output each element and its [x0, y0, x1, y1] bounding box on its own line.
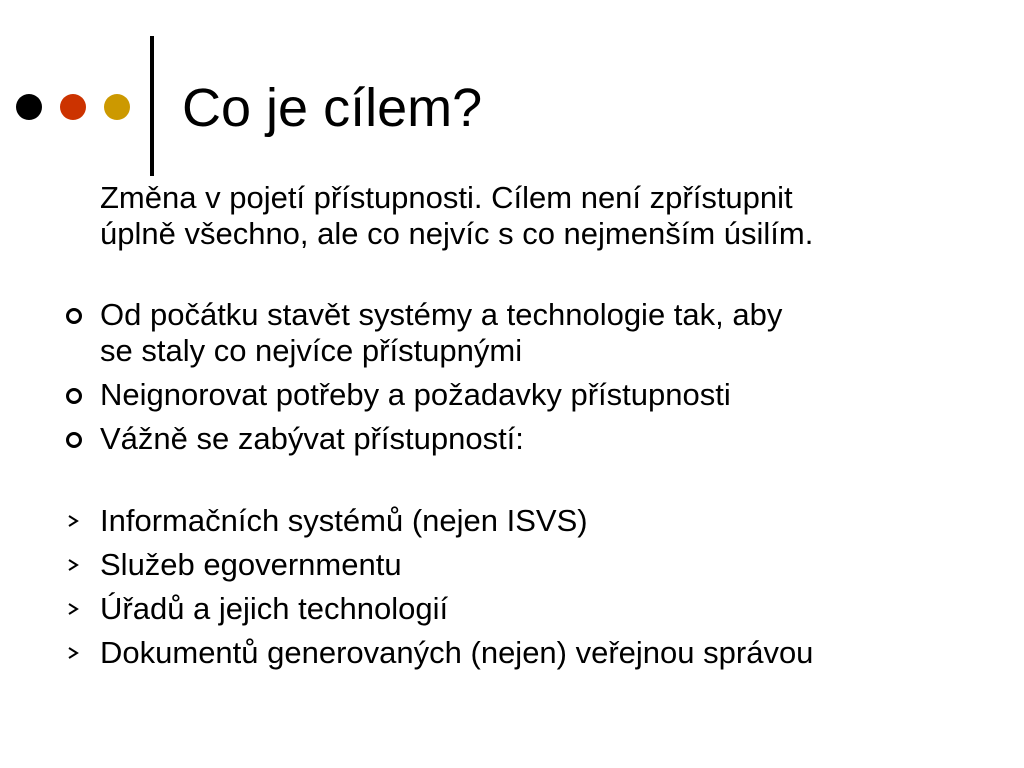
ring-bullet-icon: [66, 388, 82, 404]
arrow-bullet-icon: [66, 558, 80, 572]
bullet-line: se staly co nejvíce přístupnými: [100, 333, 523, 368]
ring-bullet-icon: [66, 308, 82, 324]
arrow-bullet-icon: [66, 646, 80, 660]
sub-bullet-item: Dokumentů generovaných (nejen) veřejnou správou: [100, 635, 814, 670]
red-dot-icon: [60, 94, 86, 120]
title-divider: [150, 36, 154, 176]
bullet-line: Od počátku stavět systémy a technologie tak, aby: [100, 297, 783, 332]
intro-line: Změna v pojetí přístupnosti. Cílem není zpřístupnit: [100, 180, 793, 215]
arrow-bullet-icon: [66, 514, 80, 528]
arrow-bullet-icon: [66, 602, 80, 616]
ring-bullet-icon: [66, 432, 82, 448]
slide-title: Co je cílem?: [182, 78, 483, 138]
bullet-line: Neignorovat potřeby a požadavky přístupnosti: [100, 377, 731, 412]
sub-bullet-item: Služeb egovernmentu: [100, 547, 402, 582]
gold-dot-icon: [104, 94, 130, 120]
intro-line: úplně všechno, ale co nejvíc s co nejmenším úsilím.: [100, 216, 814, 251]
sub-bullet-item: Informačních systémů (nejen ISVS): [100, 503, 588, 538]
black-dot-icon: [16, 94, 42, 120]
bullet-item: [100, 297, 782, 369]
bullet-line: Vážně se zabývat přístupností:: [100, 421, 524, 456]
bullet-item: [100, 421, 524, 457]
sub-bullet-item: Úřadů a jejich technologií: [100, 591, 449, 626]
intro-paragraph: [100, 180, 813, 252]
bullet-item: [100, 377, 731, 413]
